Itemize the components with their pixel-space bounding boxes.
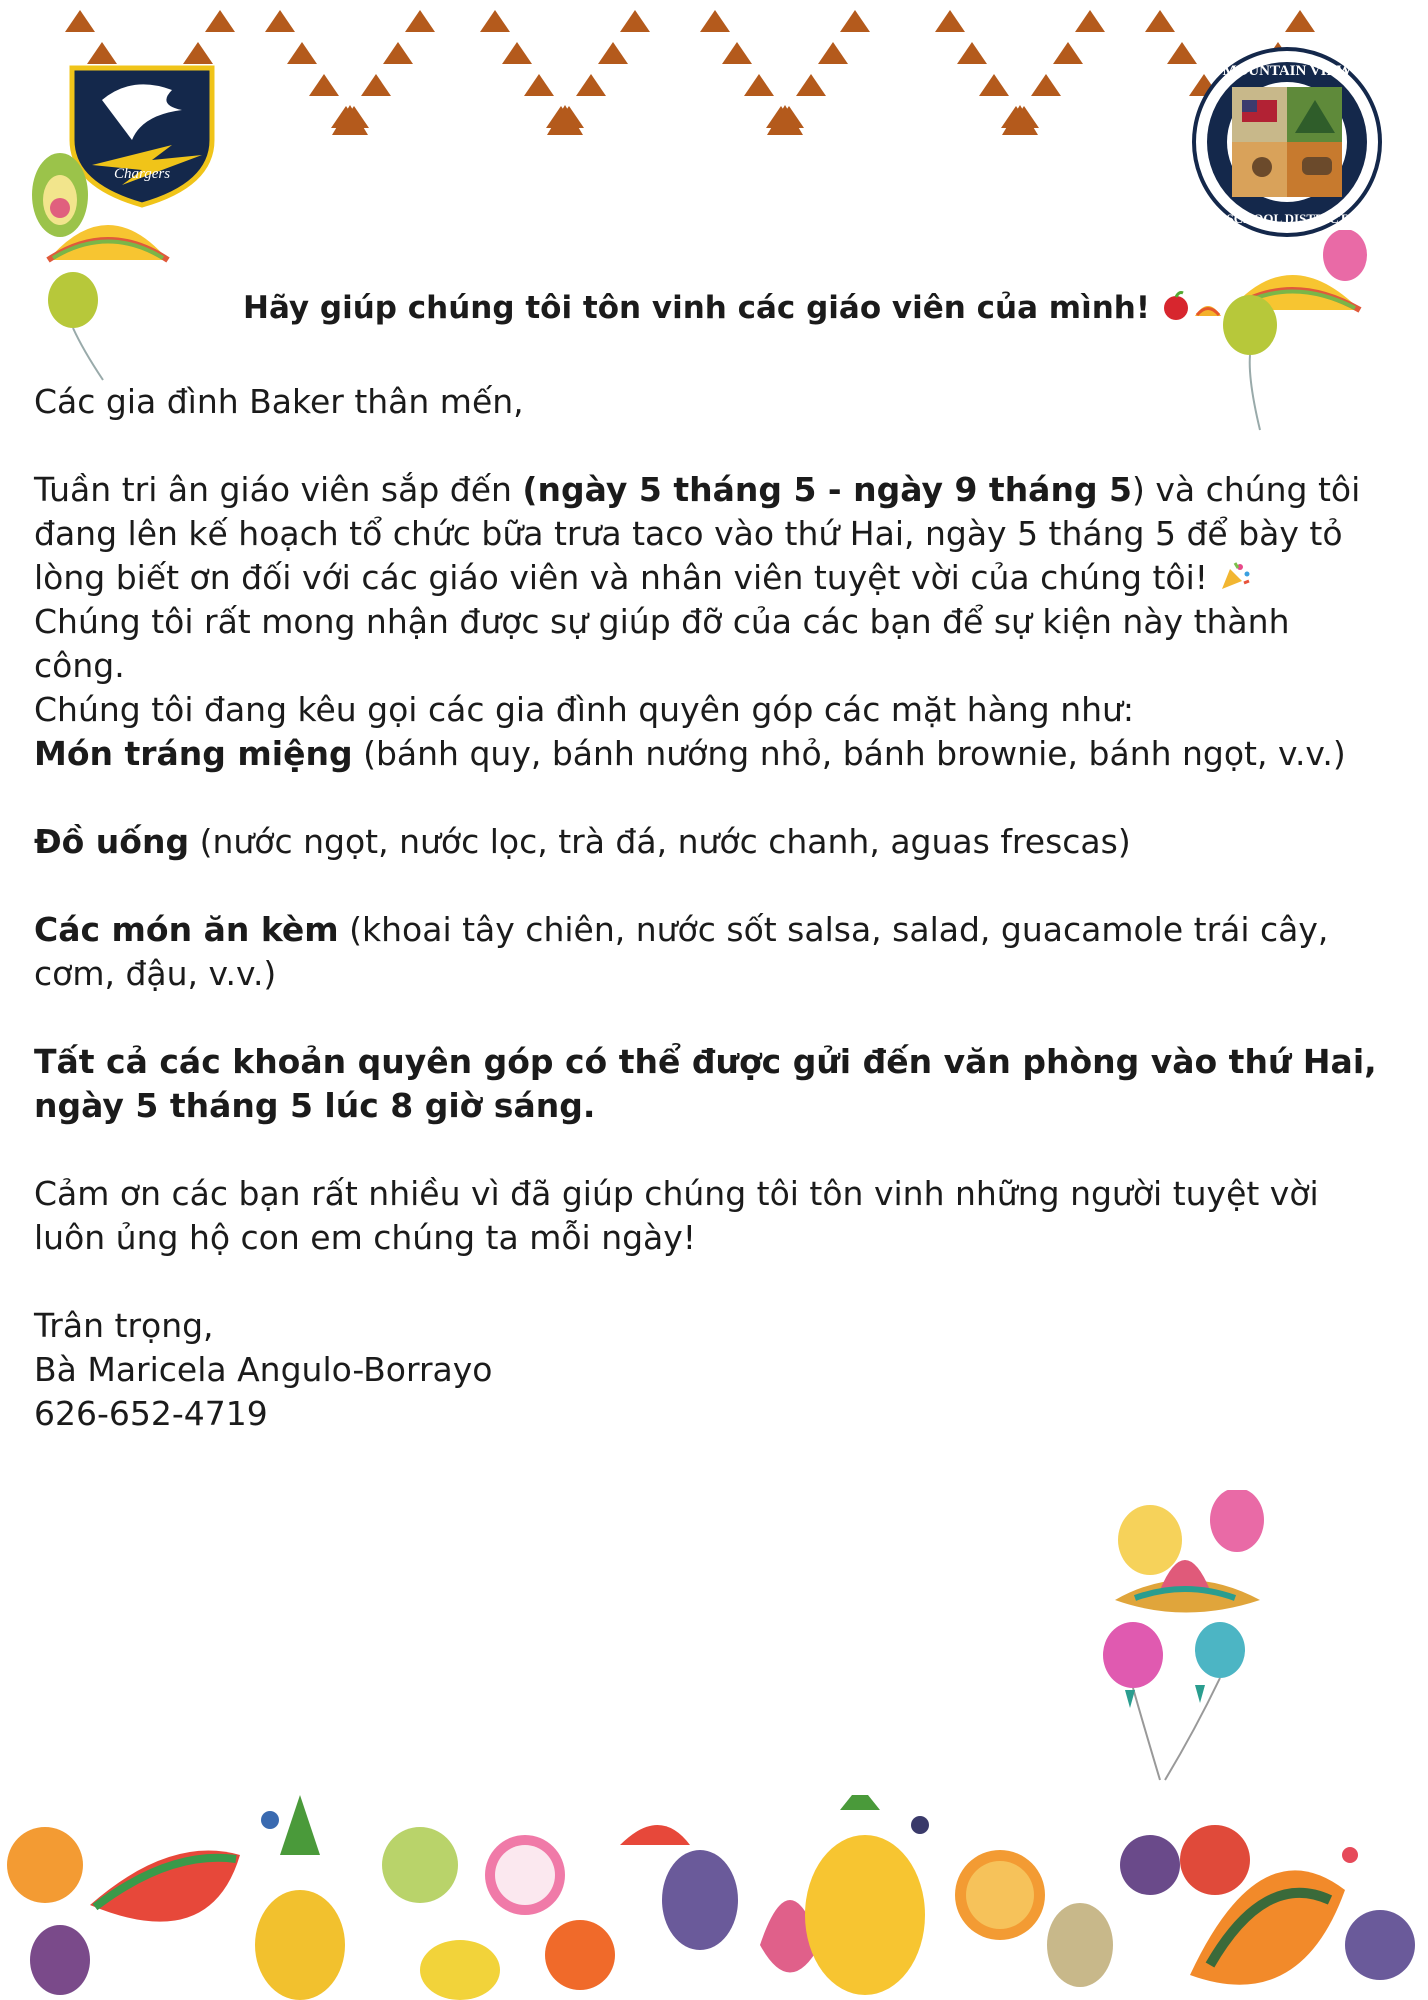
pattern-triangle <box>405 10 435 32</box>
request-line-1: Chúng tôi rất mong nhận được sự giúp đỡ của các bạn để sự kiện này thành công. <box>34 602 1290 685</box>
pattern-triangle <box>722 42 752 64</box>
item-label: Các món ăn kèm <box>34 910 339 949</box>
pattern-triangle <box>700 10 730 32</box>
pattern-triangle <box>1031 74 1061 96</box>
item-label: Món tráng miệng <box>34 734 353 773</box>
intro-part1: Tuần tri ân giáo viên sắp đến <box>34 470 523 509</box>
mountain-view-seal <box>1190 45 1385 240</box>
pattern-triangle <box>935 10 965 32</box>
letter-body <box>34 276 1379 1436</box>
intro-paragraph <box>34 468 1379 600</box>
list-item-sides <box>34 908 1379 996</box>
pattern-triangle <box>744 74 774 96</box>
pattern-triangle <box>796 74 826 96</box>
item-detail: (bánh quy, bánh nướng nhỏ, bánh brownie, bánh ngọt, v.v.) <box>352 734 1346 773</box>
greeting: Các gia đình Baker thân mến, <box>34 382 524 421</box>
pattern-triangle <box>1145 10 1175 32</box>
pattern-triangle <box>65 10 95 32</box>
dropoff-text: Tất cả các khoản quyên góp có thể được gửi đến văn phòng vào thứ Hai, ngày 5 tháng 5 lúc 8 giờ sáng. <box>34 1042 1377 1125</box>
request-line-2: Chúng tôi đang kêu gọi các gia đình quyên góp các mặt hàng như: <box>34 690 1135 729</box>
svg-text:SCHOOL DISTRICT: SCHOOL DISTRICT <box>1226 211 1348 226</box>
pattern-triangle <box>1053 42 1083 64</box>
pattern-triangle <box>979 74 1009 96</box>
pattern-triangle <box>1285 10 1315 32</box>
signer-phone: 626-652-4719 <box>34 1394 268 1433</box>
pattern-triangle <box>383 42 413 64</box>
intro-part2: ) và chúng tôi đang lên kế hoạch tổ chức bữa trưa taco vào thứ Hai, ngày 5 tháng 5 để bày tỏ lòng biết ơn đối với các giáo viên và nhân viên tuyệt vời của chúng tôi! <box>34 470 1361 597</box>
sombrero-balloons-decoration <box>1095 1490 1275 1790</box>
pattern-triangle <box>620 10 650 32</box>
title-text: Hãy giúp chúng tôi tôn vinh các giáo viên của mình! <box>243 290 1150 326</box>
pattern-triangle <box>361 74 391 96</box>
pattern-triangle <box>205 10 235 32</box>
fruit-border-decoration <box>0 1795 1428 2000</box>
signer-name: Bà Maricela Angulo-Borrayo <box>34 1350 493 1389</box>
pattern-triangle <box>598 42 628 64</box>
item-detail: (khoai tây chiên, nước sốt salsa, salad, guacamole trái cây, cơm, đậu, v.v.) <box>34 910 1329 993</box>
pattern-triangle <box>957 42 987 64</box>
list-item-drinks <box>34 820 1379 864</box>
pattern-triangle <box>818 42 848 64</box>
pattern-triangle <box>287 42 317 64</box>
pattern-triangle <box>524 74 554 96</box>
item-detail: (nước ngọt, nước lọc, trà đá, nước chanh, aguas frescas) <box>189 822 1131 861</box>
intro-dates: (ngày 5 tháng 5 - ngày 9 tháng 5 <box>522 470 1133 509</box>
item-label: Đồ uống <box>34 822 190 861</box>
svg-text:MOUNTAIN VIEW: MOUNTAIN VIEW <box>1222 63 1352 79</box>
pattern-triangle <box>480 10 510 32</box>
closing: Trân trọng, <box>34 1306 214 1345</box>
list-item-desserts <box>34 732 1379 776</box>
pattern-triangle <box>1075 10 1105 32</box>
pattern-triangle <box>840 10 870 32</box>
dropoff-notice <box>34 1040 1379 1128</box>
chargers-logo-text: Chargers <box>113 166 171 182</box>
pattern-triangle <box>576 74 606 96</box>
thanks-paragraph: Cảm ơn các bạn rất nhiều vì đã giúp chúng tôi tôn vinh những người tuyệt vời luôn ủng hộ con em chúng ta mỗi ngày! <box>34 1174 1319 1257</box>
pattern-triangle <box>502 42 532 64</box>
party-popper-icon <box>1218 559 1252 593</box>
pattern-triangle <box>265 10 295 32</box>
pattern-triangle <box>309 74 339 96</box>
